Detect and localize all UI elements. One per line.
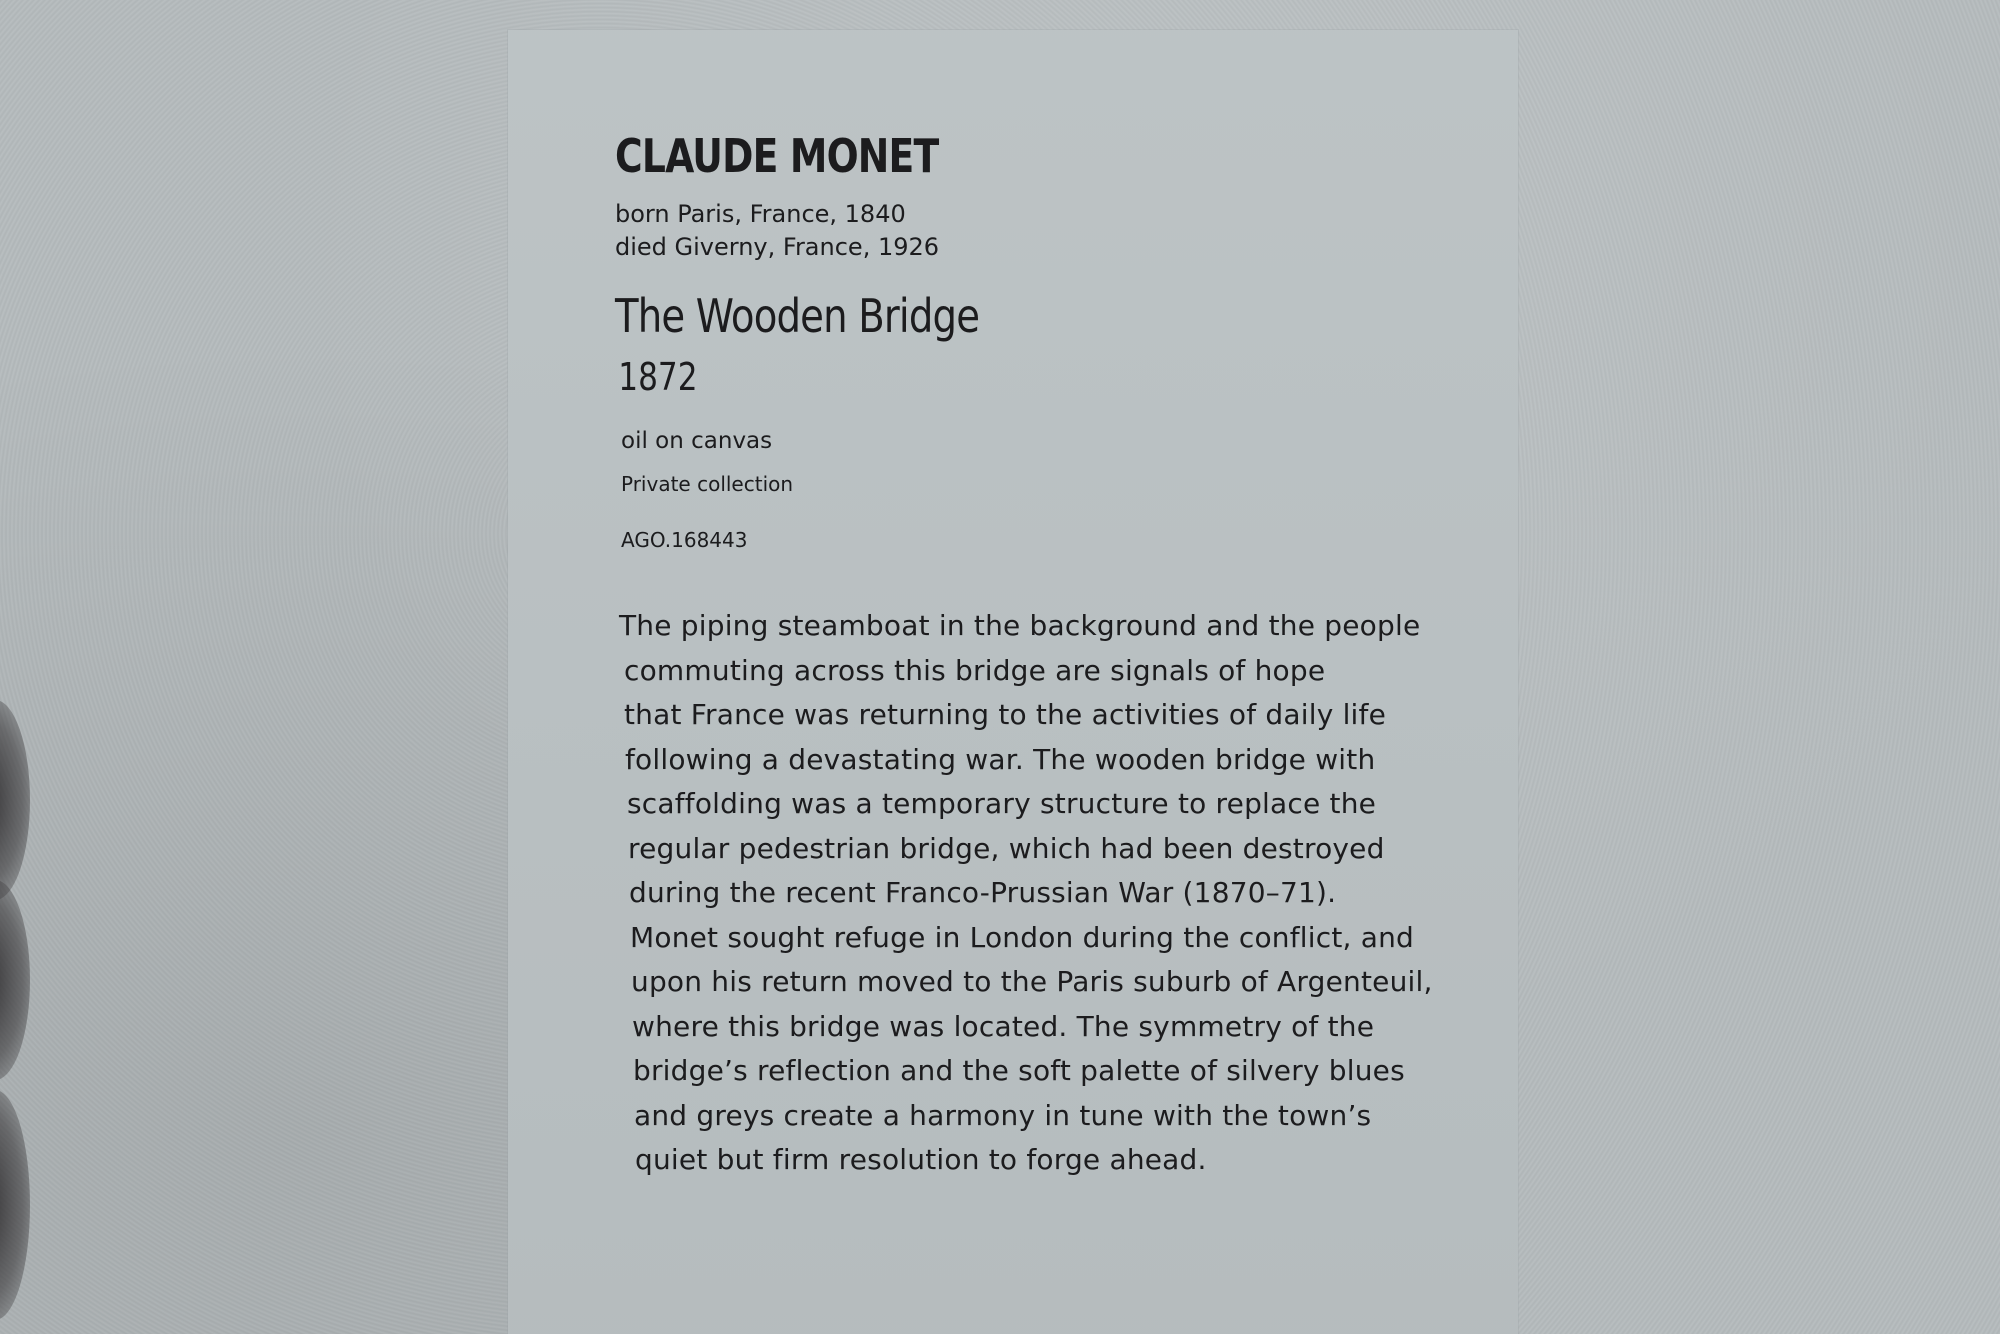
- description-line: and greys create a harmony in tune with the town’s: [634, 1098, 1372, 1132]
- description-line: regular pedestrian bridge, which had been destroyed: [628, 831, 1385, 865]
- accession-number: AGO.168443: [621, 528, 748, 552]
- description-line: scaffolding was a temporary structure to replace the: [627, 787, 1377, 820]
- artwork-description: [615, 604, 1435, 1183]
- artwork-title: The Wooden Bridge: [615, 289, 980, 343]
- shadow-blob-top: [0, 700, 30, 900]
- shadow-blob-bottom: [0, 1090, 30, 1320]
- description-line: that France was returning to the activities of daily life: [624, 698, 1387, 731]
- description-line: The piping steamboat in the background and the people: [619, 609, 1421, 642]
- placard-text: [615, 128, 1435, 1183]
- description-line: commuting across this bridge are signals of hope: [624, 653, 1326, 687]
- artwork-year: 1872: [618, 355, 698, 399]
- artist-life-dates: [615, 198, 1435, 264]
- description-line: upon his return moved to the Paris suburb of Argenteuil,: [631, 965, 1433, 998]
- artwork-medium: oil on canvas: [621, 428, 773, 454]
- description-line: during the recent Franco-Prussian War (1870–71).: [629, 876, 1337, 909]
- description-line: quiet but firm resolution to forge ahead.: [635, 1143, 1207, 1176]
- description-line: Monet sought refuge in London during the conflict, and: [630, 920, 1415, 954]
- birth-info: born Paris, France, 1840: [615, 200, 906, 228]
- artist-name: CLAUDE MONET: [615, 129, 939, 183]
- death-info: died Giverny, France, 1926: [615, 233, 940, 261]
- description-line: following a devastating war. The wooden bridge with: [625, 742, 1376, 776]
- description-line: where this bridge was located. The symmetry of the: [632, 1009, 1375, 1043]
- shadow-blob-middle: [0, 880, 30, 1080]
- description-line: bridge’s reflection and the soft palette of silvery blues: [633, 1054, 1405, 1087]
- artwork-collection: Private collection: [621, 472, 794, 496]
